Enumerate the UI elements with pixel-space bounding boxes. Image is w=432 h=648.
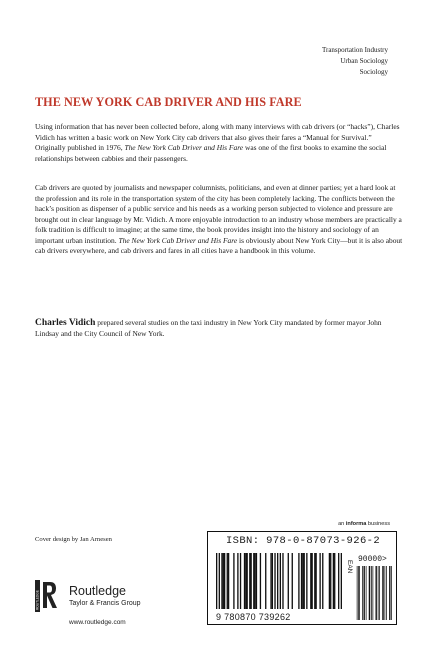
barcode-bar bbox=[338, 553, 339, 609]
publisher-url[interactable]: www.routledge.com bbox=[69, 619, 126, 626]
barcode-bar bbox=[260, 553, 261, 609]
barcode-bar bbox=[371, 566, 372, 620]
category-sociology: Sociology bbox=[359, 68, 388, 76]
barcode-bar bbox=[244, 553, 245, 609]
para1-book-title: The New York Cab Driver and His Fare bbox=[124, 143, 244, 152]
barcode-bar bbox=[369, 566, 370, 620]
barcode-bar bbox=[341, 553, 342, 609]
author-bio bbox=[35, 318, 403, 339]
barcode-bar bbox=[233, 553, 234, 609]
barcode-bar bbox=[280, 553, 281, 609]
informa-suffix: business bbox=[366, 521, 390, 527]
barcode-bar bbox=[228, 553, 229, 609]
barcode-bar bbox=[277, 553, 278, 609]
barcode-bar bbox=[249, 553, 250, 609]
barcode-bar bbox=[391, 566, 392, 620]
addon-barcode-bars bbox=[356, 566, 392, 620]
barcode-bar bbox=[364, 566, 365, 620]
barcode-bar bbox=[358, 566, 359, 620]
barcode-bar bbox=[237, 553, 238, 609]
barcode-bar bbox=[330, 553, 331, 609]
barcode-bar bbox=[240, 553, 241, 609]
barcode-bar bbox=[359, 566, 360, 620]
barcode-bar bbox=[256, 553, 257, 609]
barcode-bar bbox=[265, 553, 266, 609]
barcode-bar bbox=[219, 553, 220, 609]
isbn-number-text: ISBN: 978-0-87073-926-2 bbox=[225, 535, 381, 547]
routledge-logo-icon bbox=[35, 580, 59, 612]
barcode-bar bbox=[288, 553, 289, 609]
price-addon-code: 90000> bbox=[358, 555, 387, 564]
para1-text-a: Using information that has never been collected before, along with many interviews with cab drivers (or “hacks”), Charles Vidich has written a basic work on New York City cab drivers that also gives their fares a “Manual for Survival.” Originally published in 1976, bbox=[35, 122, 400, 152]
barcode-bar bbox=[329, 553, 330, 609]
barcode-bar bbox=[383, 566, 384, 620]
informa-bold: informa bbox=[345, 521, 367, 527]
book-title-heading: THE NEW YORK CAB DRIVER AND HIS FARE bbox=[35, 95, 302, 109]
barcode-bar bbox=[319, 553, 320, 609]
barcode-bar bbox=[310, 553, 311, 609]
barcode-bar bbox=[253, 553, 254, 609]
para2-text-b: is obviously about New York City—but it is also about cab drivers everywhere, and cab drivers and fares in all cities have a handbook in this volume. bbox=[35, 235, 403, 255]
barcode-bar bbox=[302, 553, 303, 609]
barcode-bar bbox=[315, 553, 316, 609]
barcode-bar bbox=[227, 553, 228, 609]
ean-label: EAN bbox=[346, 560, 353, 574]
barcode-bar bbox=[366, 566, 367, 620]
barcode-bar bbox=[254, 553, 255, 609]
barcode-bar bbox=[386, 566, 387, 620]
barcode-bar bbox=[379, 566, 380, 620]
ean-barcode-bars bbox=[216, 553, 342, 611]
barcode-bar bbox=[223, 553, 224, 609]
description-paragraph-1 bbox=[35, 122, 403, 164]
publisher-name: Routledge bbox=[69, 584, 126, 598]
para2-book-title: The New York Cab Driver and His Fare bbox=[118, 235, 238, 245]
barcode-bar bbox=[333, 553, 334, 609]
barcode-bar bbox=[314, 553, 315, 609]
barcode-bar bbox=[370, 566, 371, 620]
isbn-barcode bbox=[207, 531, 397, 625]
barcode-bar bbox=[311, 553, 312, 609]
para1-text-b: was one of the first books to examine the social relationships between cabbies and their passengers. bbox=[35, 143, 387, 163]
barcode-bar bbox=[376, 566, 377, 620]
barcode-bar bbox=[334, 553, 335, 609]
subject-categories bbox=[322, 45, 388, 78]
barcode-bar bbox=[376, 566, 377, 620]
category-urban-sociology: Urban Sociology bbox=[340, 57, 388, 65]
barcode-bar bbox=[216, 553, 217, 609]
barcode-bar bbox=[390, 566, 391, 620]
barcode-bar bbox=[247, 553, 248, 609]
barcode-bar bbox=[385, 566, 386, 620]
barcode-bar bbox=[250, 553, 251, 609]
barcode-digits: 9 780870 739262 bbox=[216, 612, 291, 622]
barcode-bar bbox=[364, 566, 365, 620]
barcode-bar bbox=[373, 566, 374, 620]
barcode-bar bbox=[274, 553, 275, 609]
barcode-bar bbox=[224, 553, 225, 609]
barcode-bar bbox=[270, 553, 271, 609]
barcode-bar bbox=[221, 553, 222, 609]
author-bio-text: prepared several studies on the taxi industry in New York City mandated by former mayor John Lindsay and the City Council of New York. bbox=[35, 318, 382, 338]
cover-design-credit: Cover design by Jan Arnesen bbox=[35, 536, 112, 543]
barcode-bar bbox=[362, 566, 363, 620]
author-name: Charles Vidich bbox=[35, 318, 96, 328]
publisher-group: Taylor & Francis Group bbox=[69, 600, 141, 607]
barcode-bar bbox=[357, 566, 358, 620]
barcode-bar bbox=[382, 566, 383, 620]
para2-text-a: Cab drivers are quoted by journalists and newspaper columnists, politicians, and even at dinner parties; yet a hard look at the profession and its role in the transportation system of the city has been completely lacking. The conflicts between the hack’s position as dispenser of a public service and his needs as a working person subjected to violence and pressure are brought out in clear language by Mr. Vidich. A more enjoyable introduction to an industry whose members are practically a folk tradition is difficult to imagine; at the same time, the book provides insight into the history and sociology of an important urban institution. bbox=[35, 183, 402, 245]
barcode-bar bbox=[378, 566, 379, 620]
description-paragraph-2 bbox=[35, 183, 403, 257]
category-transportation: Transportation Industry bbox=[321, 46, 388, 54]
barcode-bar bbox=[322, 553, 323, 609]
barcode-bar bbox=[301, 553, 302, 609]
barcode-bar bbox=[272, 553, 273, 609]
routledge-logo-side-text: ROUTLEDGE bbox=[35, 590, 40, 610]
barcode-bar bbox=[292, 553, 293, 609]
informa-business-tag bbox=[338, 521, 390, 527]
informa-prefix: an bbox=[338, 521, 346, 527]
barcode-bar bbox=[306, 553, 307, 609]
barcode-bar bbox=[245, 553, 246, 609]
barcode-bar bbox=[389, 566, 390, 620]
barcode-bar bbox=[304, 553, 305, 609]
barcode-bar bbox=[282, 553, 283, 609]
barcode-bar bbox=[298, 553, 299, 609]
